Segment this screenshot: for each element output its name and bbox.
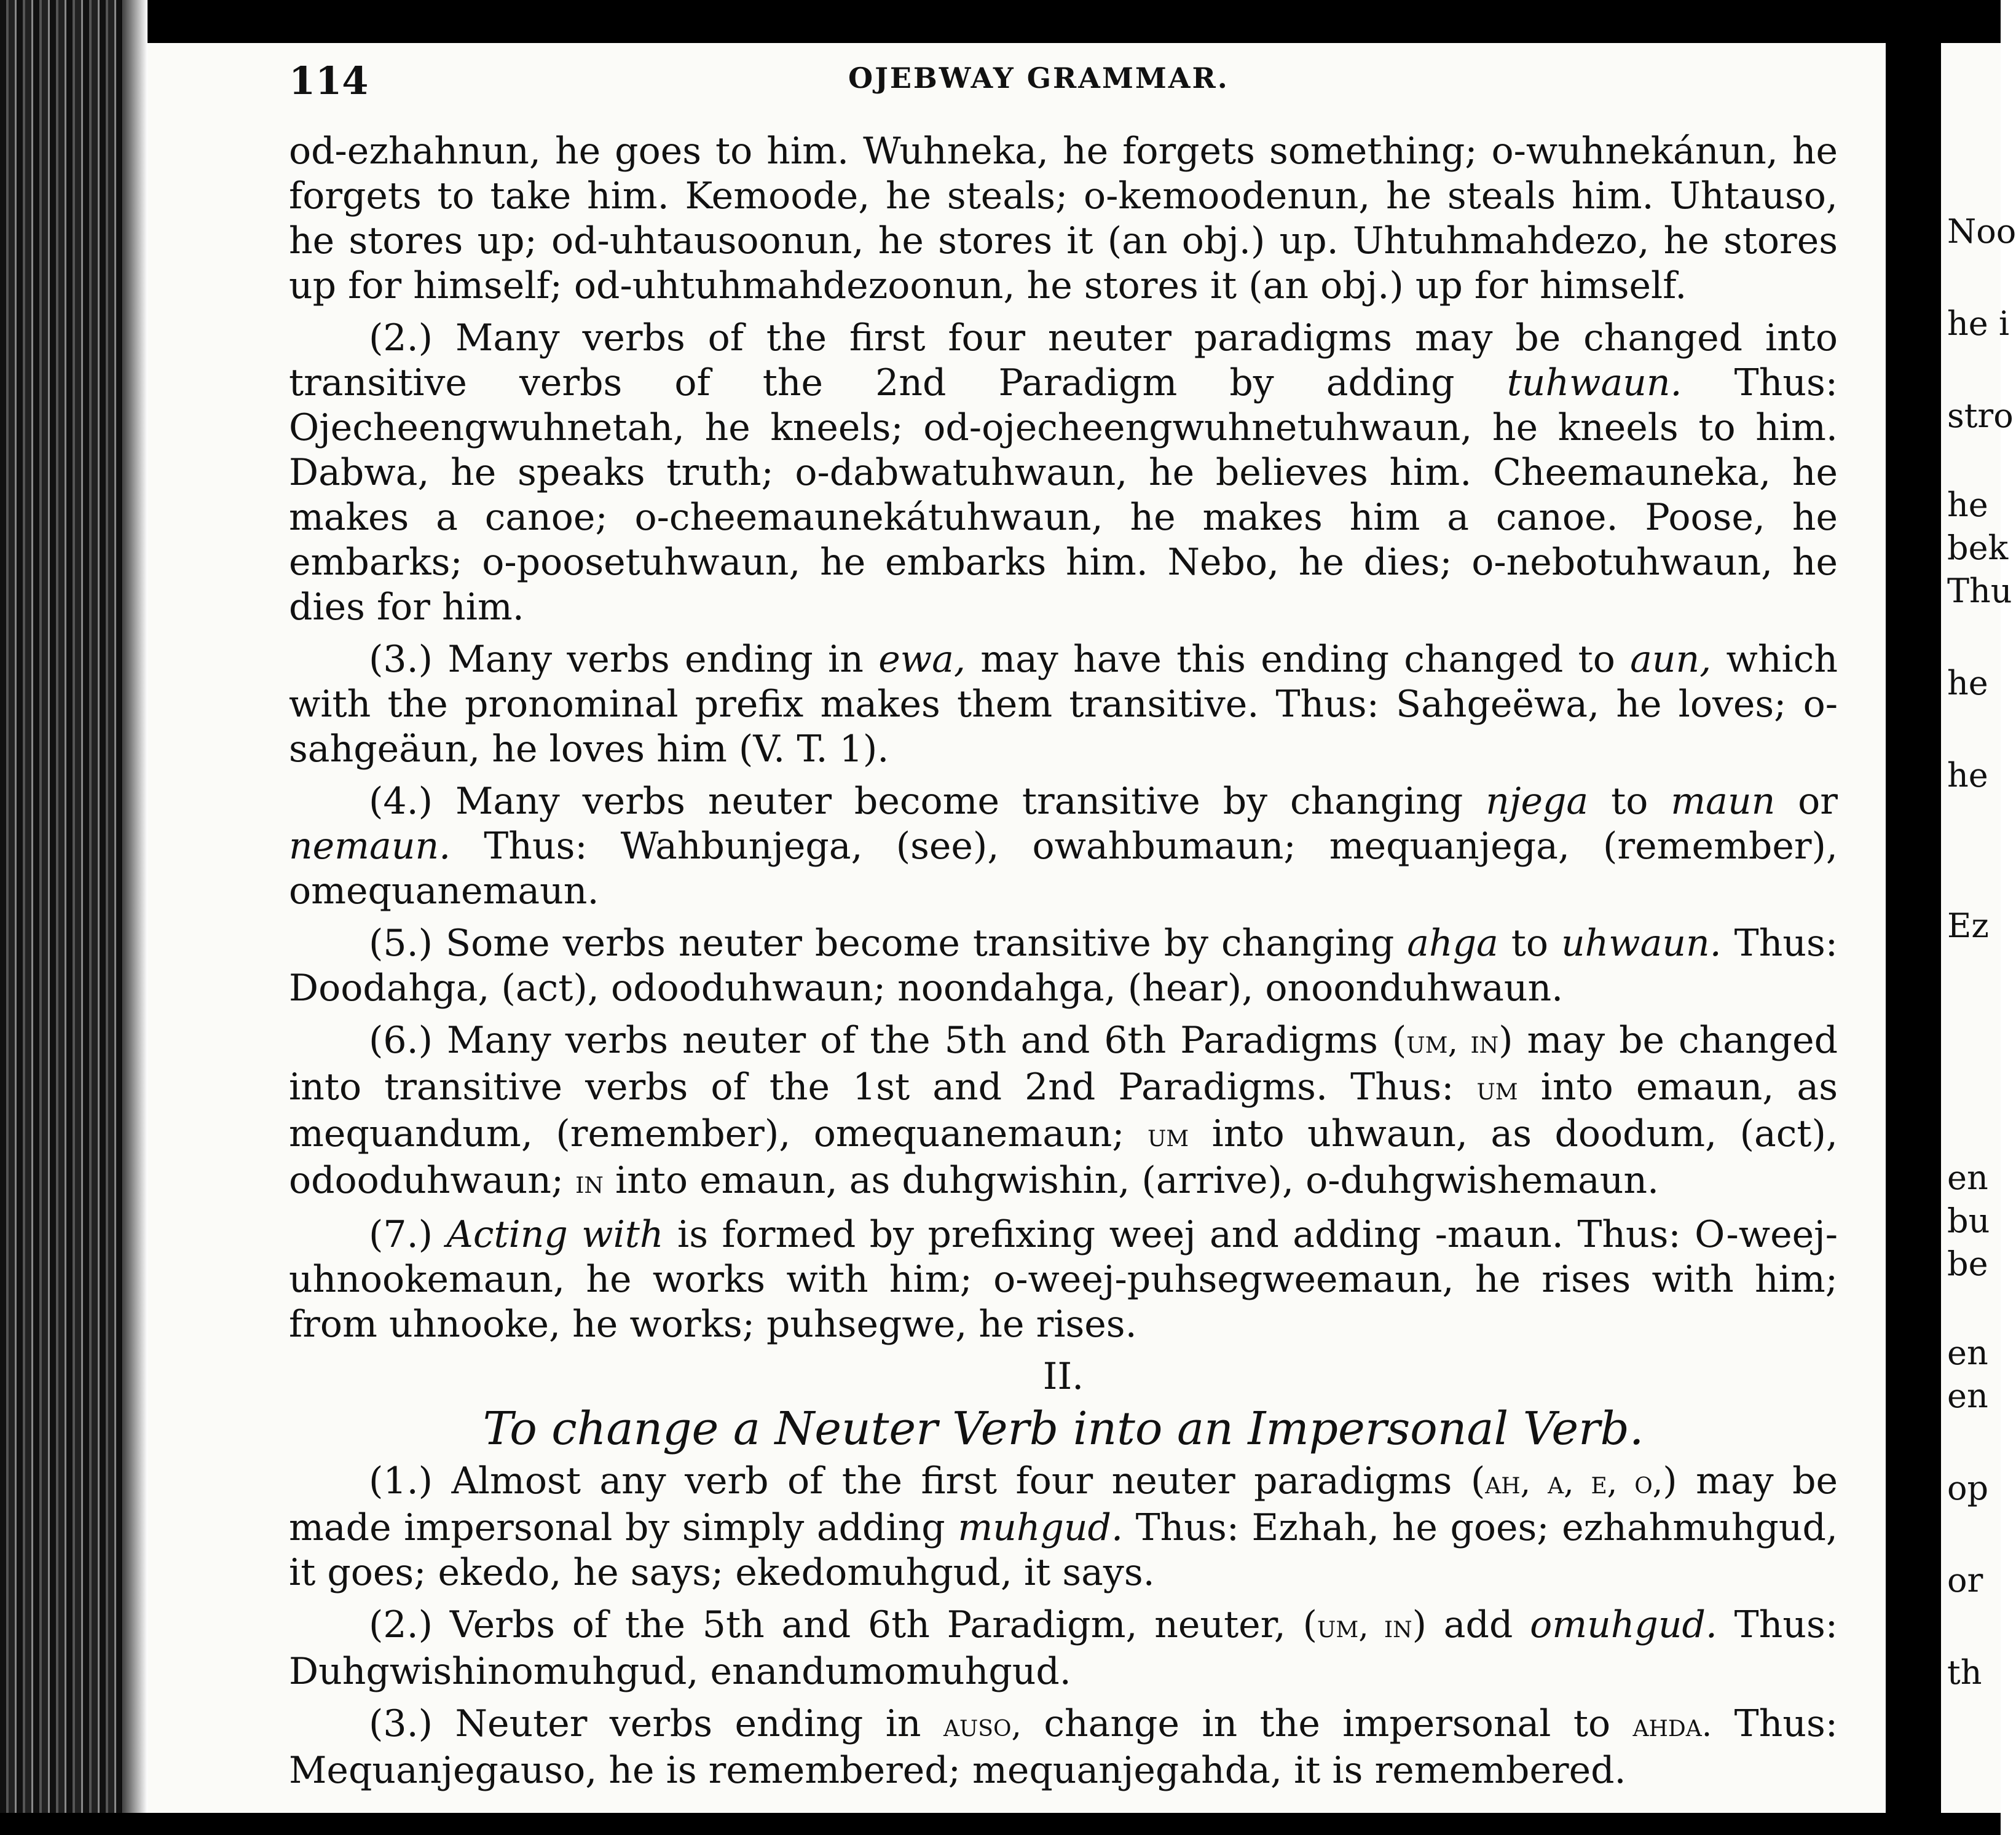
section-paragraph-2 bbox=[289, 1603, 1838, 1694]
small-caps-term: um, in bbox=[1406, 1024, 1499, 1061]
paragraph-5 bbox=[289, 921, 1838, 1011]
text-run: ) add bbox=[1412, 1603, 1530, 1646]
running-head: OJEBWAY GRAMMAR. bbox=[848, 61, 1229, 95]
right-page-fragment: bek bbox=[1947, 528, 2009, 567]
text-run: (7.) bbox=[369, 1213, 447, 1256]
small-caps-term: um, in bbox=[1317, 1608, 1412, 1645]
italic-term: omuhgud. bbox=[1530, 1603, 1717, 1646]
small-caps-term: ahda. bbox=[1632, 1707, 1712, 1744]
small-caps-term: in bbox=[575, 1164, 604, 1201]
text-run: Thus: Ezhah, he goes; ezhahmuhgud, it goes; ekedo, he says; ekedomuhgud, it says. bbox=[289, 1506, 1838, 1594]
text-run: Thus: Mequanjegauso, he is remembered; mequanjegahda, it is remembered. bbox=[289, 1702, 1838, 1792]
right-page-fragment: Noo bbox=[1947, 212, 2016, 251]
right-page-fragment: he bbox=[1947, 485, 1988, 524]
text-run: to bbox=[1588, 780, 1671, 823]
right-page-fragment: bu bbox=[1947, 1201, 1990, 1240]
right-page-fragment: Thu bbox=[1947, 572, 2012, 610]
text-run: (3.) Many verbs ending in bbox=[369, 638, 879, 681]
page-gutter bbox=[1886, 0, 1941, 1835]
text-run: Thus: Doodahga, (act), odooduhwaun; noondahga, (hear), onoonduhwaun. bbox=[289, 922, 1838, 1010]
text-run: or bbox=[1775, 780, 1838, 823]
text-run: (2.) Verbs of the 5th and 6th Paradigm, neuter, ( bbox=[369, 1603, 1317, 1646]
text-run: (2.) Many verbs of the first four neuter paradigms may be changed into transitive verbs of the 2nd Paradigm by adding bbox=[289, 316, 1838, 404]
paragraph-4 bbox=[289, 779, 1838, 914]
italic-term: Acting with bbox=[446, 1213, 664, 1256]
italic-term: maun bbox=[1671, 780, 1776, 823]
text-run: ) may be changed into transitive verbs of the 1st and 2nd Paradigms. Thus: bbox=[289, 1019, 1838, 1109]
paragraph-2 bbox=[289, 316, 1838, 630]
paragraph-7 bbox=[289, 1212, 1838, 1347]
text-run: is formed by prefixing weej and adding -maun. Thus: O-weej-uhnookemaun, he works with him; o-weej-puhsegweemaun, he rises with him; from uhnooke, he works; puhsegwe, he rises. bbox=[289, 1213, 1838, 1346]
right-page-fragment: en bbox=[1947, 1377, 1988, 1415]
small-caps-term: um bbox=[1476, 1071, 1518, 1107]
page-number: 114 bbox=[289, 58, 369, 103]
text-run: into emaun, as mequandum, (remember), omequanemaun; bbox=[289, 1066, 1838, 1155]
italic-term: muhgud. bbox=[958, 1506, 1124, 1549]
section-paragraph-1 bbox=[289, 1459, 1838, 1595]
italic-term: njega bbox=[1486, 780, 1589, 823]
italic-term: ahga bbox=[1407, 922, 1498, 965]
paragraph-continuation: od-ezhahnun, he goes to him. Wuhneka, he forgets something; o-wuhnekánun, he forgets to take him. Kemoode, he steals; o-kemoodenun, he steals him. Uhtauso, he stores up; od-uhtausoonun, he stores it (an obj.) up. Uhtuhmahdezo, he stores up for himself; od-uhtuhmahdezoonun, he stores it (an obj.) up for himself. bbox=[289, 130, 1838, 307]
right-page-edge bbox=[1941, 43, 2016, 1813]
page-body bbox=[289, 129, 1838, 1801]
scan-top-border bbox=[0, 0, 2001, 43]
right-page-fragment: he bbox=[1947, 664, 1988, 702]
text-run: change in the impersonal to bbox=[1021, 1702, 1633, 1745]
section-paragraph-3 bbox=[289, 1702, 1838, 1793]
right-page-fragment: or bbox=[1947, 1561, 1983, 1600]
right-page-fragment: Ez bbox=[1947, 906, 1989, 945]
text-run: ) may be made impersonal by simply adding bbox=[289, 1460, 1838, 1549]
text-run: (6.) Many verbs neuter of the 5th and 6th Paradigms ( bbox=[369, 1019, 1407, 1062]
right-page-fragment: en bbox=[1947, 1158, 1988, 1197]
right-page-fragment: stro bbox=[1947, 396, 2014, 435]
paragraph-3 bbox=[289, 637, 1838, 772]
italic-term: tuhwaun. bbox=[1506, 361, 1682, 404]
section-number: II. bbox=[1042, 1355, 1084, 1398]
text-run: Thus: Duhgwishinomuhgud, enandumomuhgud. bbox=[289, 1603, 1838, 1693]
text-run: to bbox=[1498, 922, 1561, 965]
small-caps-term: ah, a, e, o, bbox=[1485, 1464, 1663, 1501]
text-run: (5.) Some verbs neuter become transitive by changing bbox=[369, 922, 1408, 965]
italic-term: aun, bbox=[1630, 638, 1712, 681]
text-run: Thus: Ojecheengwuhnetah, he kneels; od-ojecheengwuhnetuhwaun, he kneels to him. Dabwa, he speaks truth; o-dabwatuhwaun, he believes him. Cheemauneka, he makes a canoe; o-cheemaunekátuhwaun, he makes him a canoe. Poose, he embarks; o-poosetuhwaun, he embarks him. Nebo, he dies; o-nebotuhwaun, he dies for him. bbox=[289, 361, 1838, 629]
italic-term: ewa, bbox=[878, 638, 966, 681]
text-run: (1.) Almost any verb of the first four neuter paradigms ( bbox=[369, 1460, 1486, 1503]
right-page-fragment: th bbox=[1947, 1653, 1982, 1692]
paragraph-6 bbox=[289, 1018, 1838, 1205]
small-caps-term: um bbox=[1147, 1117, 1189, 1154]
italic-term: uhwaun. bbox=[1561, 922, 1722, 965]
text-run: into emaun, as duhgwishin, (arrive), o-duhgwishemaun. bbox=[603, 1159, 1660, 1202]
right-page-fragment: he bbox=[1947, 756, 1988, 795]
scan-bottom-border bbox=[0, 1813, 2001, 1835]
book-spine bbox=[0, 0, 141, 1835]
text-run: (3.) Neuter verbs ending in bbox=[369, 1702, 943, 1745]
section-title: To change a Neuter Verb into an Impersonal Verb. bbox=[482, 1402, 1644, 1455]
italic-term: nemaun. bbox=[289, 825, 451, 868]
right-page-fragment: en bbox=[1947, 1334, 1988, 1372]
small-caps-term: auso, bbox=[943, 1707, 1022, 1744]
text-run: Thus: Wahbunjega, (see), owahbumaun; mequanjega, (remember), omequanemaun. bbox=[289, 825, 1838, 913]
text-run: (4.) Many verbs neuter become transitive by changing bbox=[369, 780, 1486, 823]
text-run: into uhwaun, as doodum, (act), odooduhwaun; bbox=[289, 1112, 1838, 1202]
right-page-fragment: he i bbox=[1947, 304, 2010, 343]
text-run: may have this ending changed to bbox=[965, 638, 1631, 681]
right-page-fragment: op bbox=[1947, 1469, 1989, 1507]
right-page-fragment: be bbox=[1947, 1244, 1988, 1283]
text-run: which with the pronominal prefix makes them transitive. Thus: Sahgeëwa, he loves; o-sahgeäun, he loves him (V. T. 1). bbox=[289, 638, 1838, 771]
